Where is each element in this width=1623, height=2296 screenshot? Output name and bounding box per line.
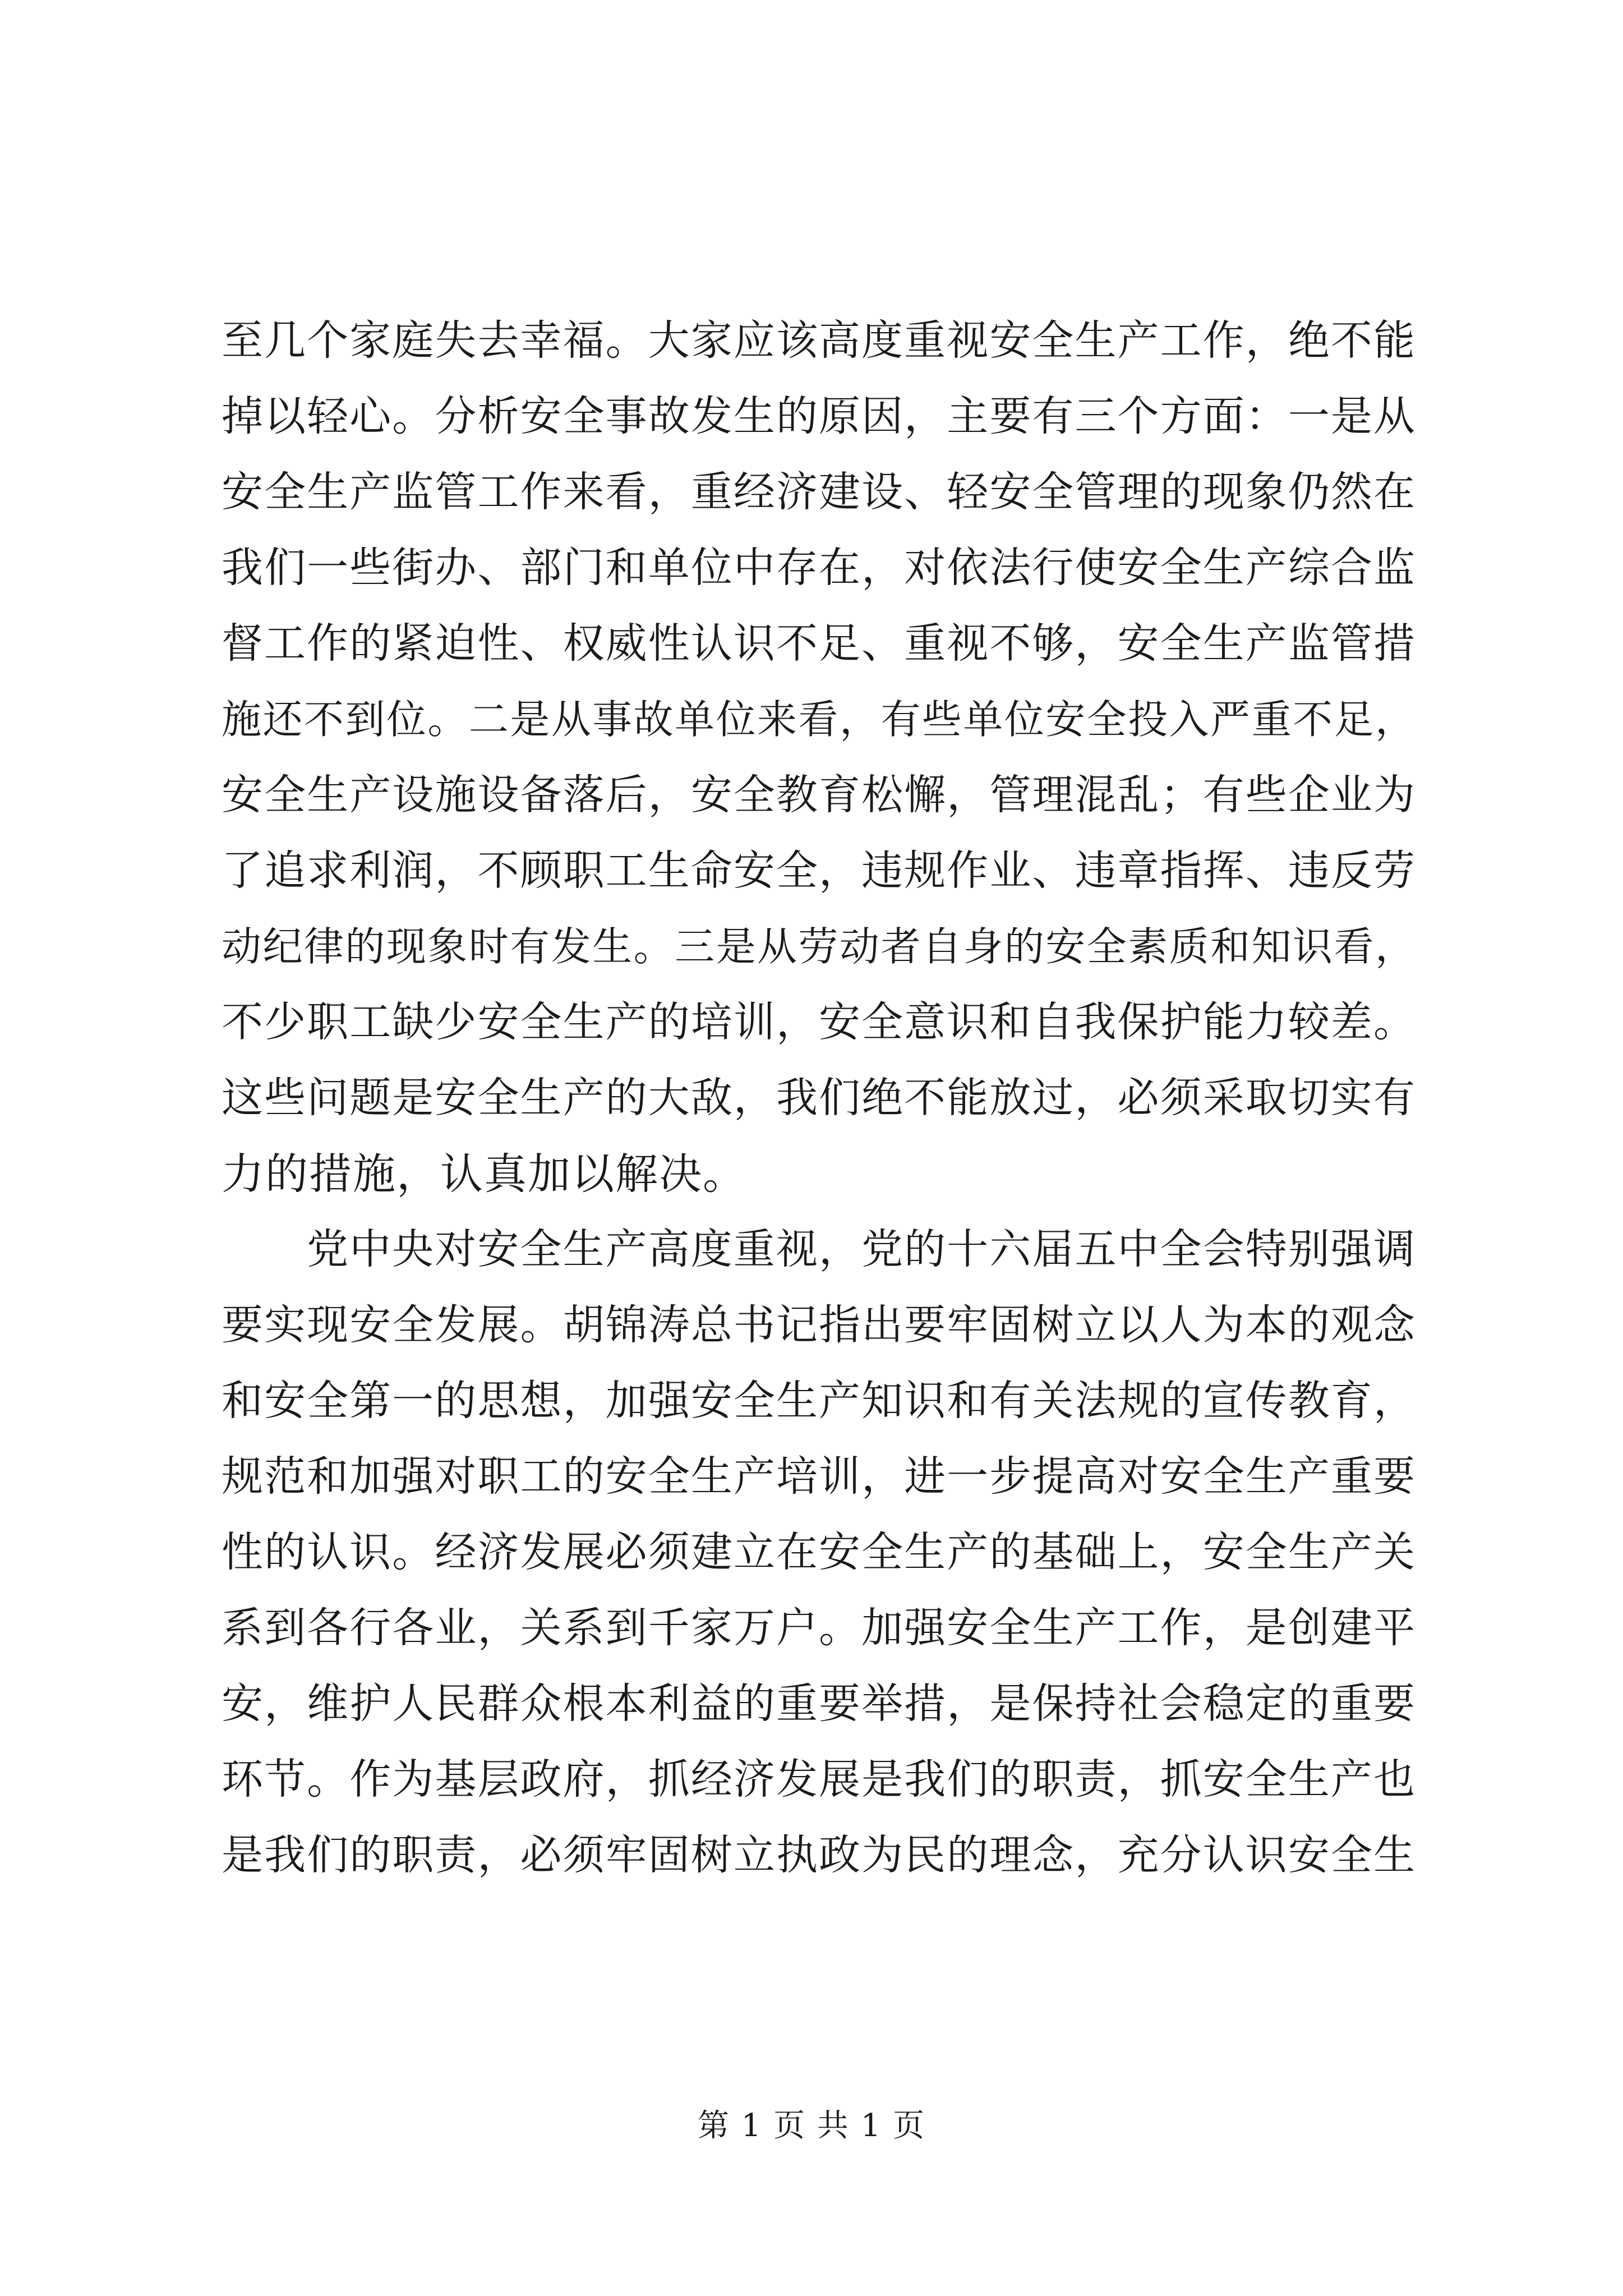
text-line: 我们一些街办、部门和单位中存在，对依法行使安全生产综合监 [222,544,1416,592]
text-line: 不少职工缺少安全生产的培训，安全意识和自我保护能力较差。 [222,998,1416,1046]
text-line: 安全生产设施设备落后，安全教育松懈，管理混乱；有些企业为 [222,771,1416,819]
page-number-footer: 第 1 页 共 1 页 [697,2108,926,2144]
text-line: 这些问题是安全生产的大敌，我们绝不能放过，必须采取切实有 [222,1074,1416,1122]
text-line: 施还不到位。二是从事故单位来看，有些单位安全投入严重不足， [222,696,1416,743]
text-line: 党中央对安全生产高度重视，党的十六届五中全会特别强调 [307,1225,1416,1273]
body-text [222,303,1416,1893]
text-line: 了追求利润，不顾职工生命安全，违规作业、违章指挥、违反劳 [222,846,1416,895]
text-line: 安全生产监管工作来看，重经济建设、轻安全管理的现象仍然在 [222,468,1416,516]
text-line: 性的认识。经济发展必须建立在安全生产的基础上，安全生产关 [222,1528,1416,1576]
text-line: 是我们的职责，必须牢固树立执政为民的理念，充分认识安全生 [222,1831,1416,1879]
text-line: 掉以轻心。分析安全事故发生的原因，主要有三个方面：一是从 [222,392,1416,440]
text-line: 和安全第一的思想，加强安全生产知识和有关法规的宣传教育， [222,1377,1416,1425]
text-line: 动纪律的现象时有发生。三是从劳动者自身的安全素质和知识看， [222,923,1416,970]
text-line: 督工作的紧迫性、权威性认识不足、重视不够，安全生产监管措 [222,619,1416,668]
text-line: 环节。作为基层政府，抓经济发展是我们的职责，抓安全生产也 [222,1755,1416,1803]
text-line: 要实现安全发展。胡锦涛总书记指出要牢固树立以人为本的观念 [222,1301,1416,1349]
text-line: 至几个家庭失去幸福。大家应该高度重视安全生产工作，绝不能 [222,316,1416,365]
text-line: 规范和加强对职工的安全生产培训，进一步提高对安全生产重要 [222,1452,1416,1501]
text-line: 安，维护人民群众根本利益的重要举措，是保持社会稳定的重要 [222,1680,1416,1728]
text-line: 力的措施，认真加以解决。 [222,1149,746,1199]
text-line: 系到各行各业，关系到千家万户。加强安全生产工作，是创建平 [222,1604,1416,1652]
